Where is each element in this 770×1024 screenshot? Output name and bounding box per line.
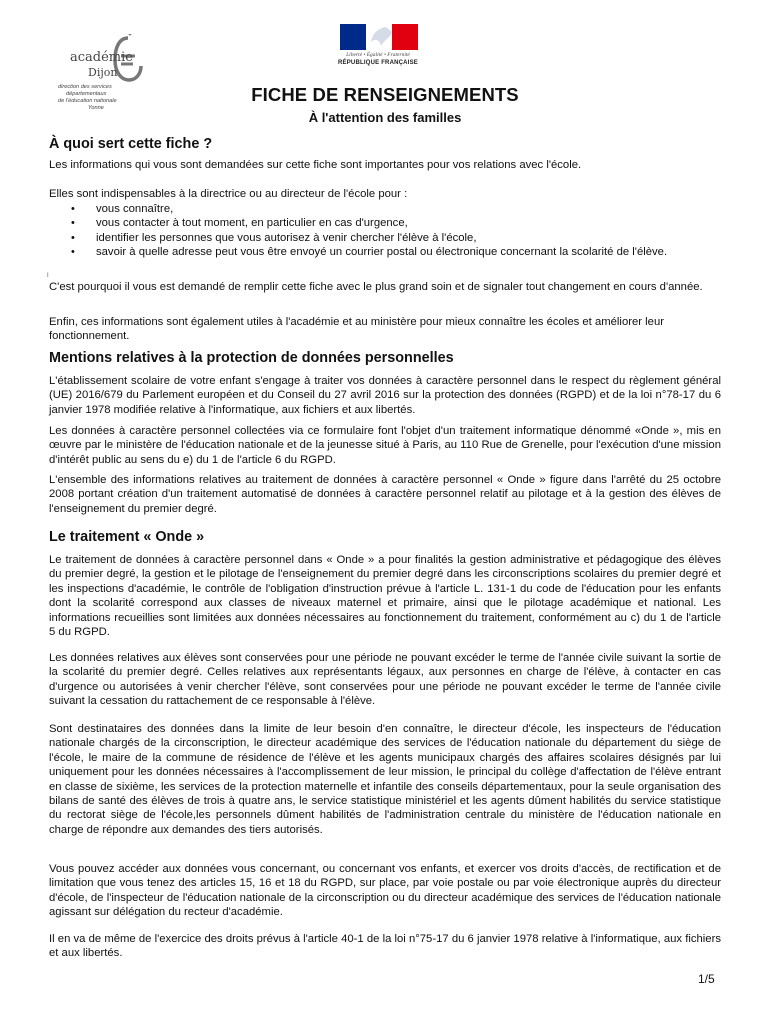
section-heading: Mentions relatives à la protection de données personnelles <box>49 350 454 366</box>
academie-subline: départementaux <box>66 91 107 97</box>
academie-subline: Yonne <box>88 105 104 111</box>
list-item: • vous connaître, <box>49 202 721 216</box>
academie-subline: direction des services <box>58 84 112 90</box>
stray-marker: I <box>47 273 49 279</box>
paragraph: Elles sont indispensables à la directrice ou au directeur de l'école pour : <box>49 188 408 200</box>
paragraph: Le traitement de données à caractère personnel dans « Onde » a pour finalités la gestion administrative et pédagogique des élèves du premier degré, la gestion et le pilotage de l'enseignement du premier degré dans les circonscriptions scolaires du premier degré et les inspections d'académie, le contrôle de l'obligation d'instruction prévue à l'article L. 131-1 du code de l'éducation pour les enfants dont la scolarité correspond aux classes de niveaux maternel et primaire, ainsi que le pilotage académique et national. Les informations recueillies sont limitées aux données nécessaires au fonctionnement du traitement, conformément au c) du 1 de l'article 5 du RGPD. <box>49 554 721 639</box>
paragraph: Les données à caractère personnel collectées via ce formulaire font l'objet d'un traitement informatique dénommé «Onde », mis en œuvre par le ministère de l'éducation nationale et de la jeunesse situé à Paris, au 110 Rue de Grenelle, pour l'exécution d'une mission d'intérêt public au sens du e) du 1 de l'article 6 du RGPD. <box>49 425 721 466</box>
page-subtitle: À l'attention des familles <box>308 110 462 125</box>
academie-subline: de l'éducation nationale <box>58 98 117 104</box>
section-heading: À quoi sert cette fiche ? <box>49 136 213 152</box>
paragraph: Vous pouvez accéder aux données vous concernant, ou concernant vos enfants, et exercer vos droits d'accès, de rectification et de limitation que vous tenez des articles 15, 16 et 18 du RGPD, sur place, par voie postale ou par voie électronique auprès du directeur d'école, de l'inspecteur de l'éducation nationale de la circonscription ou du directeur académique des services de l'éducation nationale agissant sur délégation du recteur d'académie. <box>49 863 721 919</box>
page-number: 1/5 <box>698 972 715 986</box>
paragraph: Les informations qui vous sont demandées sur cette fiche sont importantes pour vos relations avec l'école. <box>49 159 582 171</box>
paragraph: L'ensemble des informations relatives au traitement de données à caractère personnel « Onde » figure dans l'arrêté du 25 octobre 2008 portant création d'un traitement automatisé de données à caractère personnel relatif au pilotage et à la gestion des élèves de l'enseignement du premier degré. <box>49 474 721 515</box>
bullet-list <box>49 202 721 260</box>
paragraph: L'établissement scolaire de votre enfant s'engage à traiter vos données à caractère personnel dans le respect du règlement général (UE) 2016/679 du Parlement européen et du Conseil du 27 avril 2016 sur la protection des données (RGPD) et de la loi n°78-17 du 6 janvier 1978 modifiée relative à l'informatique, aux fichiers et aux libertés. <box>49 375 721 416</box>
paragraph: Enfin, ces informations sont également utiles à l'académie et au ministère pour mieux connaître les écoles et améliorer leur fonctionnement. <box>49 316 665 343</box>
republique-francaise-logo <box>335 24 421 70</box>
page-title: FICHE DE RENSEIGNEMENTS <box>251 84 519 105</box>
section-heading: Le traitement « Onde » <box>49 529 205 545</box>
academie-logo <box>52 30 162 122</box>
paragraph: Il en va de même de l'exercice des droits prévus à l'article 40-1 de la loi n°75-17 du 6 janvier 1978 relative à l'informatique, aux fichiers et aux libertés. <box>49 933 721 960</box>
marianne-flag-icon <box>340 24 418 50</box>
paragraph: Sont destinataires des données dans la limite de leur besoin d'en connaître, le directeur d'école, les inspecteurs de l'éducation nationale chargés de la circonscription, le directeur académique des services de l'éducation nationale du département du siège de l'école, le maire de la commune de résidence de l'élève et les agents municipaux chargés des affaires scolaires désignés par lui uniquement pour les données nécessaires à l'accomplissement de leur mission, le principal du collège d'affectation de l'élève entrant en classe de sixième, les services de la protection maternelle et infantile des conseils départementaux, pour la seule organisation des bilans de santé des élèves de trois à quatre ans, le service statistique ministériel et les agents dûment habilités du service statistique du rectorat siège de l'école,les personnels dûment habilités de l'administration centrale du ministère de l'éducation nationale en charge de répondre aux demandes des tiers autorisés. <box>49 723 721 836</box>
academie-word: académie <box>70 50 133 65</box>
list-item: • savoir à quelle adresse peut vous être envoyé un courrier postal ou électronique concernant la scolarité de l'élève. <box>49 245 721 259</box>
republique-name: RÉPUBLIQUE FRANÇAISE <box>337 60 418 66</box>
republique-motto: Liberté • Égalité • Fraternité <box>346 52 410 58</box>
paragraph: C'est pourquoi il vous est demandé de remplir cette fiche avec le plus grand soin et de signaler tout changement en cours d'année. <box>49 281 703 293</box>
paragraph: Les données relatives aux élèves sont conservées pour une période ne pouvant excéder le terme de l'année civile suivant la sortie de la scolarité du premier degré. Celles relatives aux représentants légaux, aux personnes en charge de l'élève, à contacter en cas d'urgence ou autorisées à venir chercher l'élève, sont conservées pour une période ne pouvant excéder le terme de l'année civile suivant la cessation du rattachement de ce responsable à l'élève. <box>49 652 721 708</box>
list-item: • vous contacter à tout moment, en particulier en cas d'urgence, <box>49 216 721 230</box>
list-item: • identifier les personnes que vous autorisez à venir chercher l'élève à l'école, <box>49 231 721 245</box>
academie-city: Dijon <box>88 66 118 79</box>
